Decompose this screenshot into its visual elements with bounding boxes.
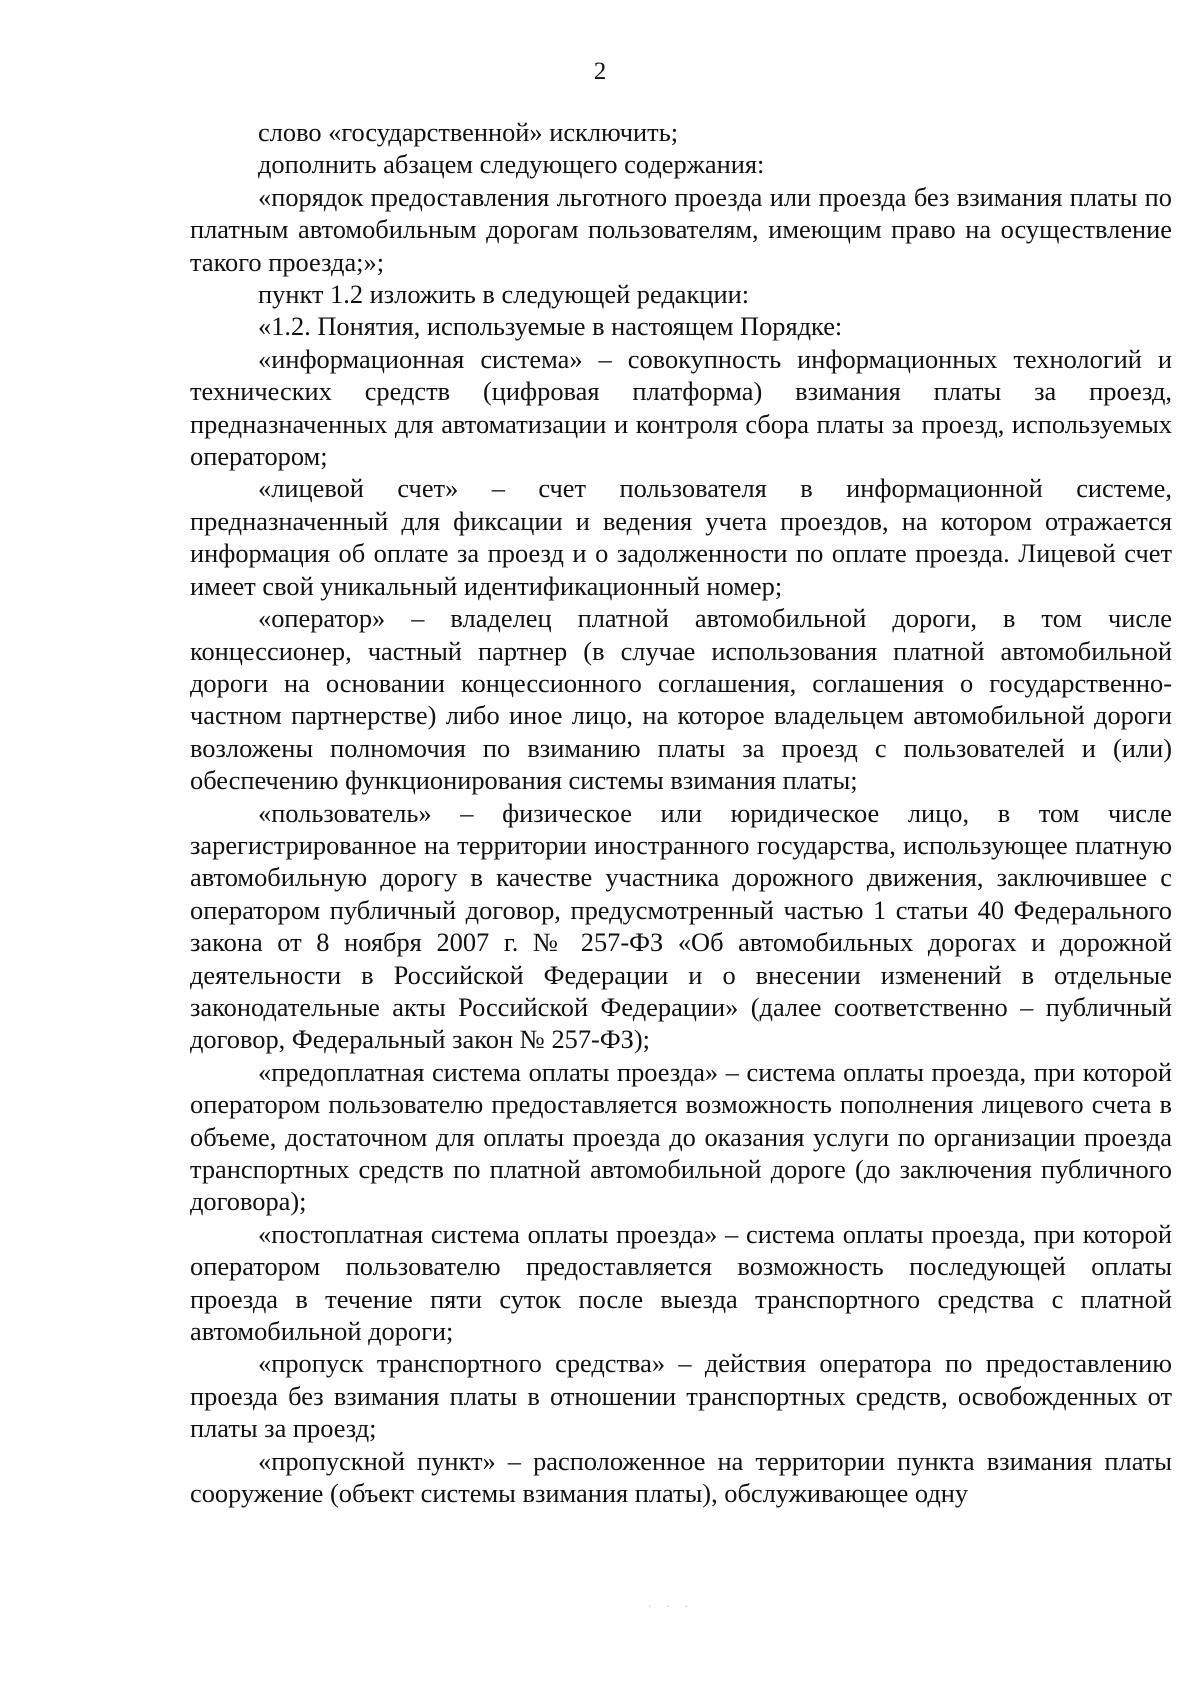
document-body [190, 116, 1172, 1509]
paragraph-add-clause: дополнить абзацем следующего содержания: [258, 149, 765, 180]
paragraph-def-information-system: «информационная система» – совокупность информационных технологий и технических средств (цифровая платформа) взимания платы за проезд, предназначенных для автоматизации и контроля сбора платы за проезд, используемых оператором; [190, 343, 1172, 472]
paragraph-exclude-word: слово «государственной» исключить; [258, 117, 679, 147]
paragraph-definitions-heading: «1.2. Понятия, используемые в настоящем Порядке: [258, 311, 843, 342]
paragraph-def-personal-account: «лицевой счет» – счет пользователя в информационной системе, предназначенный для фиксации и ведения учета проездов, на котором отражается информация об оплате за проезд и о задолженности по оплате проезда. Лицевой счет имеет свой уникальный идентификационный номер; [190, 473, 1172, 601]
paragraph-def-user: «пользователь» – физическое или юридическое лицо, в том числе зарегистрированное на территории иностранного государства, использующее платную автомобильную дорогу в качестве участника дорожного движения, заключившее с оператором публичный договор, предусмотренный частью 1 статьи 40 Федерального закона от 8 ноября 2007 г. № 257-ФЗ «Об автомобильных дорогах и дорожной деятельности в Российской Федерации и о внесении изменений в отдельные законодательные акты Российской Федерации» (далее соответственно – публичный договор, Федеральный закон № 257-ФЗ); [190, 797, 1172, 1055]
paragraph-def-operator: «оператор» – владелец платной автомобильной дороги, в том числе концессионер, частный партнер (в случае использования платной автомобильной дороги на основании концессионного соглашения, соглашения о государственно-частном партнерстве) либо иное лицо, на которое владельцем автомобильной дороги возложены полномочия по взиманию платы за проезд с пользователей и (или) обеспечению функционирования системы взимания платы; [190, 603, 1172, 796]
paragraph-def-checkpoint: «пропускной пункт» – расположенное на территории пункта взимания платы сооружение (объект системы взимания платы), обслуживающее одну [190, 1445, 1172, 1509]
page-number: 2 [593, 58, 607, 85]
paragraph-def-prepaid-system: «предоплатная система оплаты проезда» – система оплаты проезда, при которой оператором пользователю предоставляется возможность пополнения лицевого счета в объеме, достаточном для оплаты проезда до оказания услуги по организации проезда транспортных средств по платной автомобильной дороге (до заключения публичного договора); [190, 1056, 1172, 1217]
scan-speck-decoration: · · · [648, 1602, 694, 1613]
paragraph-clause-1-2-intro: пункт 1.2 изложить в следующей редакции: [258, 279, 750, 310]
paragraph-def-vehicle-pass: «пропуск транспортного средства» – действия оператора по предоставлению проезда без взимания платы в отношении транспортных средств, освобожденных от платы за проезд; [190, 1348, 1172, 1444]
paragraph-preferential-passage: «порядок предоставления льготного проезда или проезда без взимания платы по платным автомобильным дорогам пользователям, имеющим право на осуществление такого проезда;»; [190, 181, 1172, 277]
paragraph-def-postpaid-system: «постоплатная система оплаты проезда» – система оплаты проезда, при которой оператором пользователю предоставляется возможность последующей оплаты проезда в течение пяти суток после выезда транспортного средства с платной автомобильной дороги; [190, 1218, 1172, 1347]
